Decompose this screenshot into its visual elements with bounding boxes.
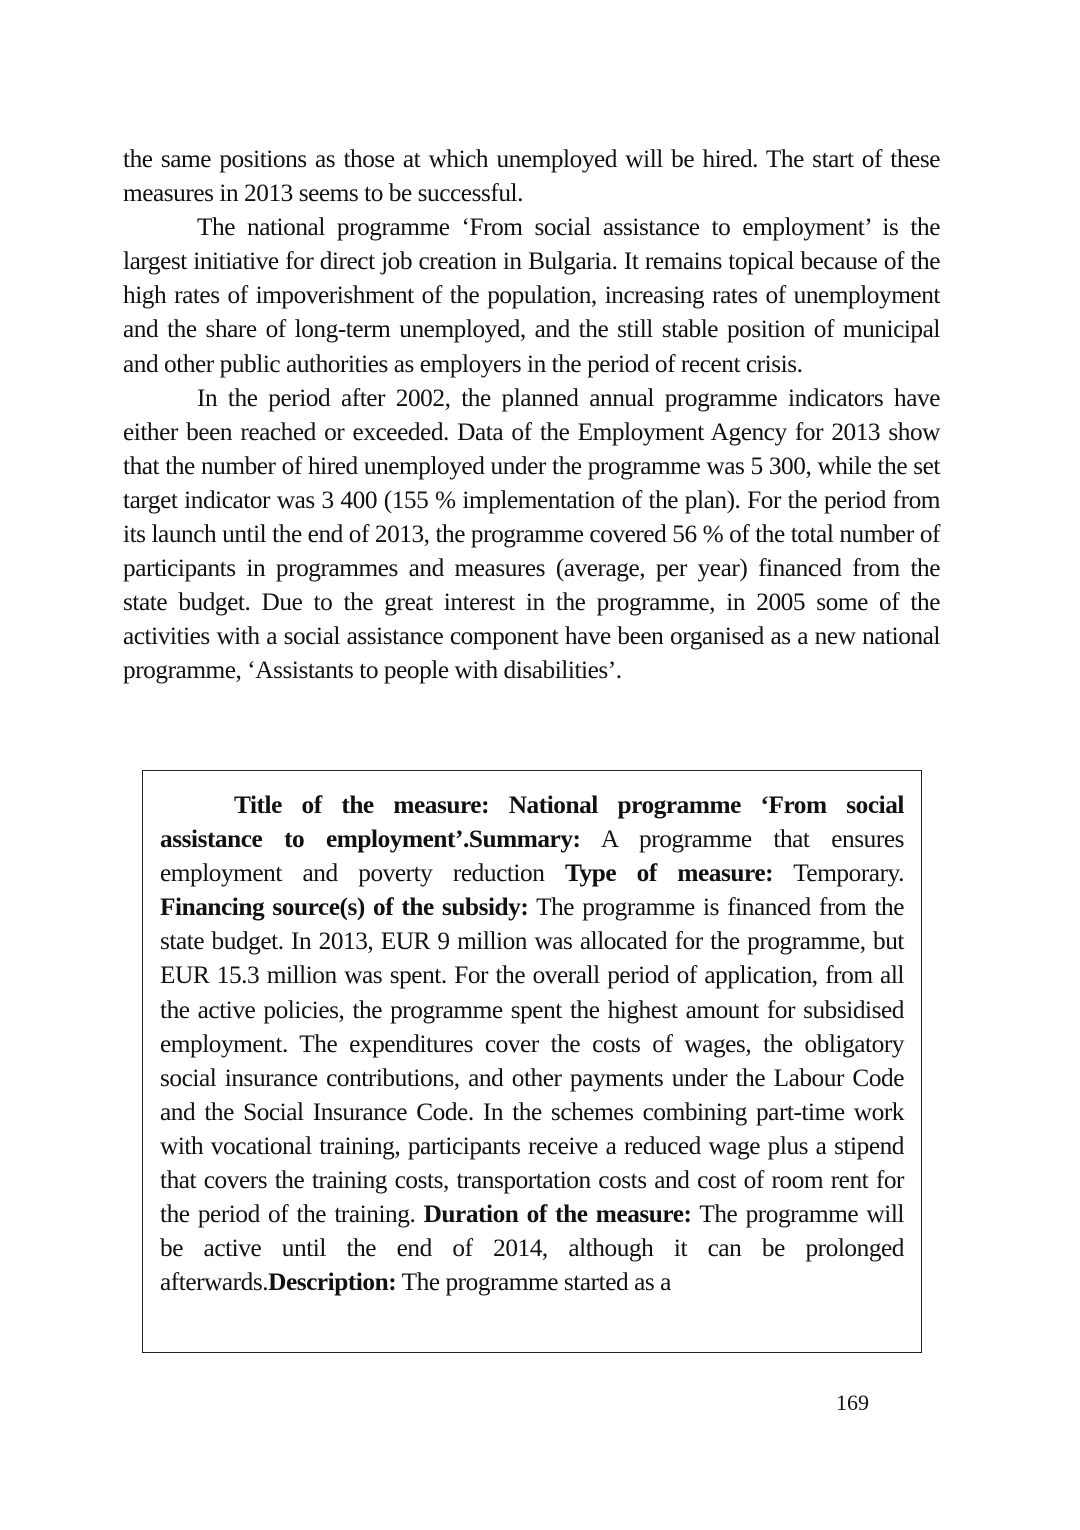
summary-label: Summary: (468, 825, 581, 854)
type-label: Type of measure: (564, 859, 774, 888)
description-label: Description: (268, 1268, 397, 1297)
title-label: Title of the measure: National programme ‘From social assistance to employment’. (160, 791, 904, 854)
page-number: 169 (836, 1390, 869, 1415)
type-text: Temporary. (773, 859, 904, 888)
financing-text: The programme is financed from the state budget. In 2013, EUR 9 million was allocated for the programme, but EUR 15.3 million was spent. For the overall period of application, from all the active policies, the programme spent the highest amount for subsidised employment. The expenditures cover the costs of wages, the obligatory social insurance contributions, and other payments under the Labour Code and the Social Insurance Code. In the schemes combining part-time work with vocational training, participants receive a reduced wage plus a stipend that covers the training costs, transportation costs and cost of room rent for the period of the training. (160, 893, 905, 1229)
paragraph: The national programme ‘From social assistance to employment’ is the largest initiative for direct job creation in Bulgaria. It remains topical because of the high rates of impoverishment of the population, increasing rates of unemployment and the share of long-term unemployed, and the still stable position of municipal and other public authorities as employers in the period of recent crisis. (123, 213, 940, 378)
duration-text: The programme will be active until the end of 2014, although it can be prolonged afterwards. (160, 1200, 904, 1297)
duration-label: Duration of the measure: (423, 1200, 692, 1229)
body-text (123, 142, 940, 688)
paragraph: In the period after 2002, the planned annual programme indicators have either been reached or exceeded. Data of the Employment Agency for 2013 show that the number of hired unemployed under the programme was 5 300, while the set target indicator was 3 400 (155 % implementation of the plan). For the period from its launch until the end of 2013, the programme covered 56 % of the total number of participants in programmes and measures (average, per year) financed from the state budget. Due to the great interest in the programme, in 2005 some of the activities with a social assistance component have been organised as a new national programme, ‘Assistants to people with disabilities’. (123, 383, 940, 685)
description-text: The programme started as a (396, 1268, 671, 1297)
financing-label: Financing source(s) of the subsidy: (160, 893, 529, 922)
summary-text: A programme that ensures employment and poverty reduction (160, 825, 904, 888)
paragraph: the same positions as those at which unemployed will be hired. The start of these measures in 2013 seems to be successful. (123, 145, 940, 208)
measure-box-text (160, 788, 904, 1299)
